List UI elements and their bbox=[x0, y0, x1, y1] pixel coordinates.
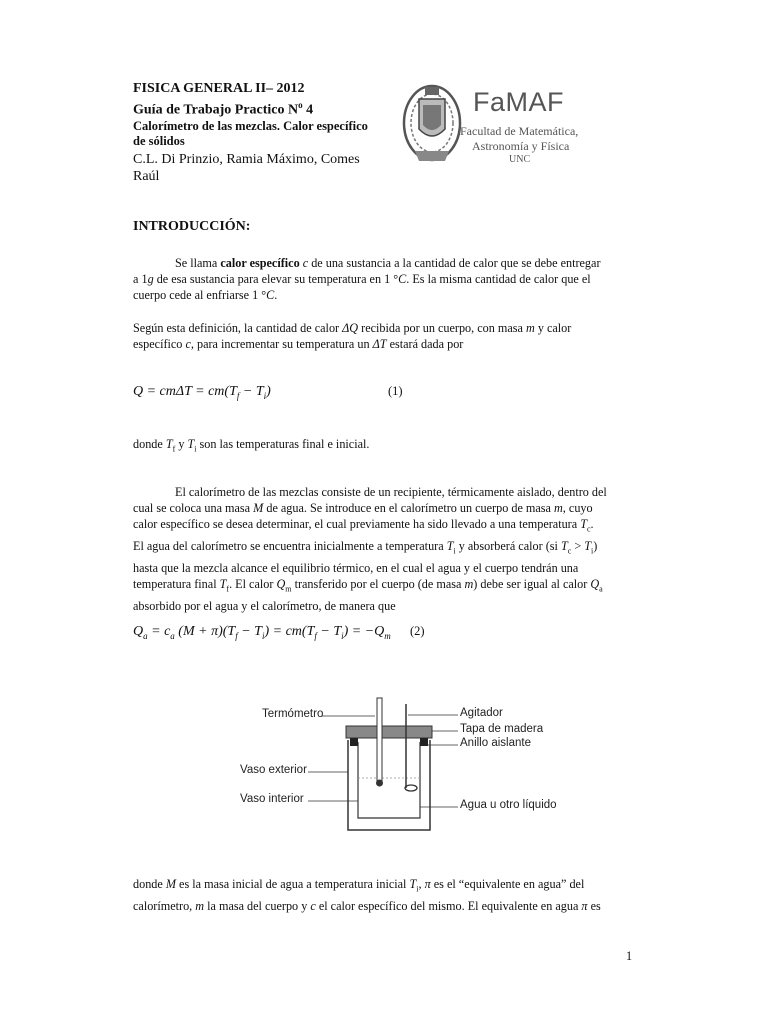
paragraph-heat-quantity: Según esta definición, la cantidad de calor ΔQ recibida por un cuerpo, con masa m y calor específico c, para incrementar su temperatura un ΔT estará dada por bbox=[133, 321, 572, 352]
label-termometro: Termómetro bbox=[262, 708, 324, 720]
document-header bbox=[133, 80, 393, 185]
label-vaso-interior: Vaso interior bbox=[240, 793, 304, 805]
paragraph-definitions: donde M es la masa inicial de agua a temperatura inicial $T_i$, π es el “equivalente en agua” del calorímetro, m la masa del cuerpo y c el calor específico del mismo. El equivalente en agua π es bbox=[133, 877, 601, 913]
label-agitador: Agitador bbox=[460, 707, 503, 719]
section-title: INTRODUCCIÓN: bbox=[133, 219, 251, 234]
equation-1: $Q = cm\Delta T = cm(T_f - T_i)$ bbox=[133, 384, 271, 401]
equation-2-number: (2) bbox=[410, 624, 425, 638]
paragraph-definition: Se llama calor específico c de una sustancia a la cantidad de calor que se debe entregar a 1g de esa sustancia para elevar su temperatura en 1 °C. Es la misma cantidad de calor que el cuerpo cede al enfriarse 1 °C. bbox=[133, 256, 601, 303]
logo-name: FaMAF bbox=[473, 87, 565, 117]
authors-line-1: C.L. Di Prinzio, Ramia Máximo, Comes bbox=[133, 151, 360, 167]
topic-line-1: Calorímetro de las mezclas. Calor específico bbox=[133, 118, 368, 133]
logo-line-1: Facultad de Matemática, bbox=[460, 124, 579, 138]
equation-1-number: (1) bbox=[388, 384, 403, 398]
logo-line-3: UNC bbox=[509, 154, 531, 165]
topic-line-2: de sólidos bbox=[133, 133, 185, 148]
page-number: 1 bbox=[626, 949, 633, 963]
label-agua: Agua u otro líquido bbox=[460, 799, 557, 811]
paragraph-calorimeter: El calorímetro de las mezclas consiste de un recipiente, térmicamente aislado, dentro del cual se coloca una masa M de agua. Se introduce en el calorímetro un cuerpo de masa m, cuyo calor específico se desea determinar, el cual previamente ha sido llevado a una temperatura $T_c$. El agua del calorímetro se encuentra inicialmente a temperatura $T_i$ y absorberá calor (si $T_c > T_i$) hasta que la mezcla alcance el equilibrio térmico, en el cual el agua y el cuerpo tendrán una temperatura final $T_f$. El calor $Q_m$ transferido por el cuerpo (de masa m) debe ser igual al calor $Q_a$ absorbido por el agua y el calorímetro, de manera que bbox=[133, 485, 607, 613]
label-anillo: Anillo aislante bbox=[460, 737, 531, 749]
label-vaso-exterior: Vaso exterior bbox=[240, 764, 307, 776]
university-seal-icon bbox=[401, 81, 463, 169]
label-tapa: Tapa de madera bbox=[460, 723, 544, 735]
famaf-logo bbox=[401, 81, 591, 171]
course-title: FISICA GENERAL II– 2012 bbox=[133, 81, 305, 96]
calorimeter-diagram bbox=[234, 690, 564, 840]
authors-line-2: Raúl bbox=[133, 168, 160, 184]
logo-line-2: Astronomía y Física bbox=[472, 139, 570, 153]
guide-title: Guía de Trabajo Practico $N^o$ 4 bbox=[133, 100, 314, 118]
equation-2: $Q_a = c_a$ $(M + \pi)(T_f - T_i) = cm(T_f - T_i) = -Q_m$ bbox=[133, 624, 391, 641]
paragraph-temperatures: donde $T_f$ y $T_i$ son las temperaturas final e inicial. bbox=[133, 437, 370, 454]
